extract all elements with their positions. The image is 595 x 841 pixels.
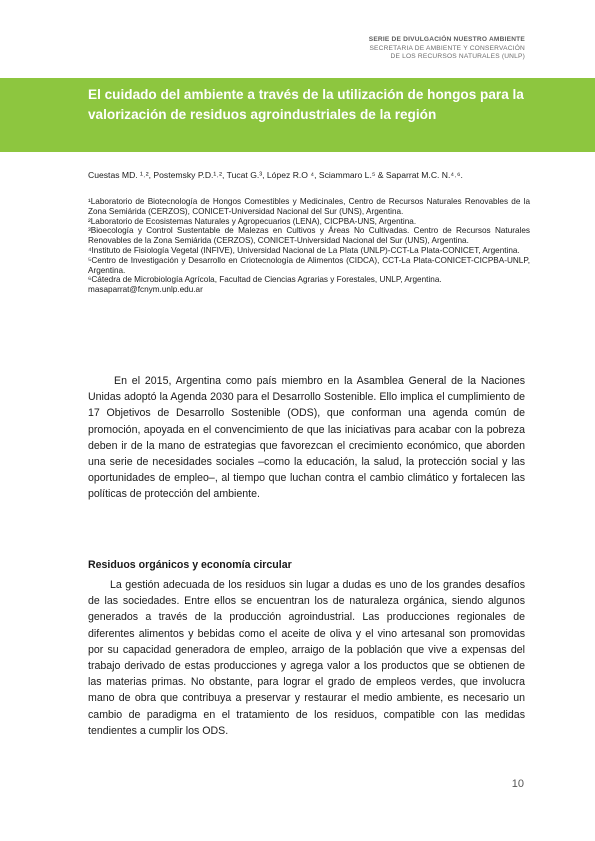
contact-email: masaparrat@fcnym.unlp.edu.ar: [88, 285, 203, 295]
title-band: [0, 78, 595, 152]
series-name: SERIE DE DIVULGACIÓN NUESTRO AMBIENTE: [368, 36, 525, 43]
secretaria-line: SECRETARIA DE AMBIENTE Y CONSERVACIÓN: [369, 44, 525, 52]
affiliation-3: ³Bioecología y Control Sustentable de Malezas en Cultivos y Áreas No Cultivadas. Centro de Recursos Naturales Renovables de la Zona Semiárida (CERZOS), CONICET-Universidad Nacional del Sur (UNS), Argentina.: [88, 226, 530, 246]
residuos-paragraph: La gestión adecuada de los residuos sin lugar a dudas es uno de los grandes desafíos de las sociedades. Entre ellos se encuentran los de naturaleza orgánica, siendo algunos generados a través de la producción agroindustrial. Las producciones regionales de diferentes alimentos y bebidas como el aceite de oliva y el vino artesanal son promovidas por su capacidad generadora de empleo, arraigo de la población que vive a expensas del trabajo derivado de estas producciones y agrega valor a los productos que se obtienen de las materias primas. No obstante, para lograr el grado de empleos verdes, que involucra mano de obra que contribuya a preservar y restaurar el medio ambiente, es necesario un cambio de paradigma en el tratamiento de los residuos, compatible con las medidas tendientes a cumplir los ODS.: [88, 579, 525, 737]
affiliation-5: ⁵Centro de Investigación y Desarrollo en Criotecnología de Alimentos (CIDCA), CCT-La Plata-CONICET-CICPBA-UNLP, Argentina.: [88, 255, 530, 275]
authors: Cuestas MD. ¹˒², Postemsky P.D.¹˒², Tucat G.³, López R.O ⁴, Sciammaro L.⁵ & Saparrat M.C. N.⁴˒⁶.: [88, 170, 463, 180]
affiliation-2: ²Laboratorio de Ecosistemas Naturales y Agropecuarios (LENA), CICPBA-UNS, Argentina.: [88, 216, 417, 226]
affiliation-4: ⁴Instituto de Fisiología Vegetal (INFIVE), Universidad Nacional de La Plata (UNLP)-CCT-La Plata-CONICET, Argentina.: [88, 245, 520, 255]
article-title: El cuidado del ambiente a través de la utilización de hongos para la valorización de residuos agroindustriales de la región: [88, 87, 524, 122]
section-heading: Residuos orgánicos y economía circular: [88, 559, 292, 571]
series-header: [369, 36, 525, 62]
affiliation-6: ⁶Cátedra de Microbiología Agrícola, Facultad de Ciencias Agrarias y Forestales, UNLP, Argentina.: [88, 275, 442, 285]
affiliations: [88, 197, 530, 295]
affiliation-1: ¹Laboratorio de Biotecnología de Hongos Comestibles y Medicinales, Centro de Recursos Naturales Renovables de la Zona Semiárida (CERZOS), CONICET-Universidad Nacional del Sur (UNS), Argentina.: [88, 197, 530, 216]
recursos-line: DE LOS RECURSOS NATURALES (UNLP): [390, 53, 525, 61]
intro-paragraph: En el 2015, Argentina como país miembro en la Asamblea General de la Naciones Unidas adoptó la Agenda 2030 para el Desarrollo Sostenible. Ello implica el cumplimiento de 17 Objetivos de Desarrollo Sostenible (ODS), que conforman una agenda común de promoción, apoyada en el convencimiento de que las iniciativas para acabar con la pobreza deben ir de la mano de estrategias que favorezcan el crecimiento económico, que aborden una serie de necesidades sociales –como la educación, la salud, la protección social y las oportunidades de empleo–, al tiempo que luchan contra el cambio climático y fortalecen las políticas de protección del ambiente.: [88, 375, 525, 501]
page-number: 10: [511, 778, 524, 790]
